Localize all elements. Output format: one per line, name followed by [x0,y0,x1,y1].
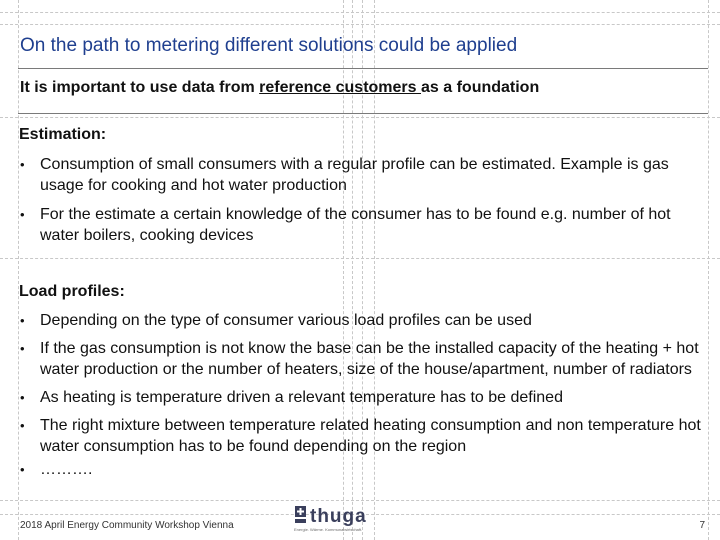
load-profiles-heading: Load profiles: [19,283,125,300]
estimation-heading: Estimation: [19,126,107,143]
bullet-icon: • [20,418,25,433]
bullet-icon: • [20,462,25,477]
subtitle-text-end: as a foundation [421,79,540,96]
bullet-icon: • [20,390,25,405]
list-item [20,310,705,331]
bullet-text: The right mixture between temperature related heating consumption and non temperature hot water consumption has to be found depending on the region [40,417,701,455]
title-divider [18,68,708,69]
estimation-bullet-list [20,154,705,246]
guide-line [0,117,720,118]
thuga-logo [294,505,426,533]
guide-line [18,0,19,540]
list-item [20,387,705,408]
slide-title: On the path to metering different solutions could be applied [20,35,518,56]
bullet-text: As heating is temperature driven a relevant temperature has to be defined [40,389,563,406]
bullet-text: If the gas consumption is not know the base can be the installed capacity of the heating + hot water production or the number of heaters, size of the house/apartment, number of radiators [40,340,699,378]
bullet-text: ………. [40,461,93,478]
bullet-text: Consumption of small consumers with a regular profile can be estimated. Example is gas usage for cooking and hot water production [40,156,669,194]
subtitle-underlined-phrase: reference customers [259,79,421,96]
bullet-icon: • [20,207,25,222]
list-item [20,154,705,196]
logo-tagline: Energie. Wärme. Kommunalwirtschaft. [294,527,363,532]
list-item [20,415,705,457]
guide-line [0,24,720,25]
bullet-icon: • [20,313,25,328]
list-item [20,338,705,380]
list-item [20,204,705,246]
subtitle-text-start: It is important to use data from [20,79,260,96]
guide-line [0,500,720,501]
bullet-icon: • [20,341,25,356]
guide-line [0,12,720,13]
guide-line [0,258,720,259]
page-number: 7 [699,520,705,531]
bullet-text: Depending on the type of consumer various load profiles can be used [40,312,532,329]
logo-wordmark: thuga [310,506,367,527]
bullet-icon: • [20,157,25,172]
slide-subtitle [20,79,539,97]
load-profiles-bullet-list [20,310,705,480]
list-item [20,459,705,480]
bullet-text: For the estimate a certain knowledge of the consumer has to be found e.g. number of hot water boilers, cooking devices [40,206,671,244]
guide-line [708,0,709,540]
subtitle-divider [18,113,708,114]
footer-event-label: 2018 April Energy Community Workshop Vienna [20,520,234,531]
